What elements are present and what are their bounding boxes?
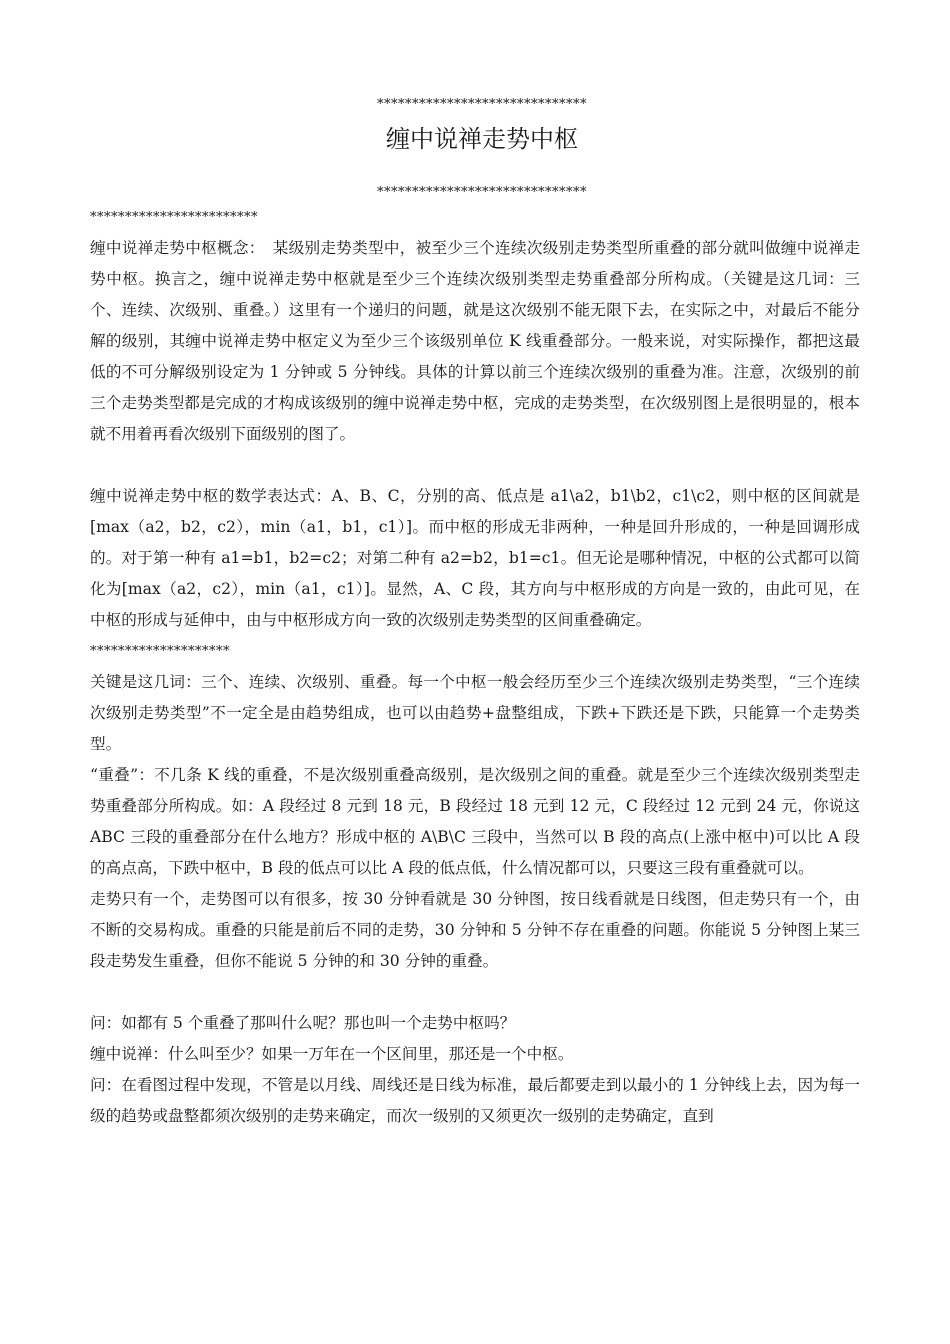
section-star-divider: ************************: [90, 210, 258, 225]
question-1: 问：如都有 5 个重叠了那叫什么呢？那也叫一个走势中枢吗？: [90, 1014, 516, 1032]
blank-line: [90, 450, 860, 481]
page-title: 缠中说禅走势中枢: [386, 125, 578, 153]
title-star-divider: ******************************: [377, 185, 587, 200]
paragraph-keywords: 关键是这几词：三个、连续、次级别、重叠。每一个中枢一般会经历至少三个连续次级别走势类型，“三个连续次级别走势类型”不一定全是由趋势组成，也可以由趋势+盘整组成，下跌+下跌还是下跌，只能算一个走势类型。: [90, 673, 860, 753]
article-body: [90, 202, 860, 1132]
answer-1: 缠中说禅：什么叫至少？如果一万年在一个区间里，那还是一个中枢。: [90, 1045, 574, 1063]
paragraph-overlap: “重叠”：不几条 K 线的重叠，不是次级别重叠高级别，是次级别之间的重叠。就是至少三个连续次级别类型走势重叠部分所构成。如：A 段经过 8 元到 18 元，B 段经过 18 元到 12 元，C 段经过 12 元到 24 元，你说这 ABC 三段的重叠部分在什么地方？形成中枢的 A\B\C 三段中，当然可以 B 段的高点(上涨中枢中)可以比 A 段的高点高，下跌中枢中，B 段的低点可以比 A 段的低点低，什么情况都可以，只要这三段有重叠就可以。: [90, 766, 860, 877]
document-page: [90, 96, 860, 1132]
blank-line: [90, 977, 860, 1008]
paragraph-trend: 走势只有一个，走势图可以有很多，按 30 分钟看就是 30 分钟图，按日线看就是日线图，但走势只有一个，由不断的交易构成。重叠的只能是前后不同的走势，30 分钟和 5 分钟不存在重叠的问题。你能说 5 分钟图上某三段走势发生重叠，但你不能说 5 分钟的和 30 分钟的重叠。: [90, 890, 860, 970]
top-star-divider: ******************************: [377, 97, 587, 112]
section-star-divider: ********************: [90, 644, 230, 659]
paragraph-concept: 缠中说禅走势中枢概念： 某级别走势类型中，被至少三个连续次级别走势类型所重叠的部分就叫做缠中说禅走势中枢。换言之，缠中说禅走势中枢就是至少三个连续次级别类型走势重叠部分所构成。（关键是这几词：三个、连续、次级别、重叠。）这里有一个递归的问题，就是这次级别不能无限下去，在实际之中，对最后不能分解的级别，其缠中说禅走势中枢定义为至少三个该级别单位 K 线重叠部分。一般来说，对实际操作，都把这最低的不可分解级别设定为 1 分钟或 5 分钟线。具体的计算以前三个连续次级别的重叠为准。注意，次级别的前三个走势类型都是完成的才构成该级别的缠中说禅走势中枢，完成的走势类型，在次级别图上是很明显的，根本就不用着再看次级别下面级别的图了。: [90, 239, 860, 443]
paragraph-formula: 缠中说禅走势中枢的数学表达式：A、B、C，分别的高、低点是 a1\a2，b1\b2，c1\c2，则中枢的区间就是[max（a2，b2，c2），min（a1，b1，c1）]。而中枢的形成无非两种，一种是回升形成的，一种是回调形成的。对于第一种有 a1=b1，b2=c2；对第二种有 a2=b2，b1=c1。但无论是哪种情况，中枢的公式都可以简化为[max（a2，c2），min（a1，c1）]。显然，A、C 段，其方向与中枢形成的方向是一致的，由此可见，在中枢的形成与延伸中，由与中枢形成方向一致的次级别走势类型的区间重叠确定。: [90, 487, 860, 629]
question-2: 问：在看图过程中发现，不管是以月线、周线还是日线为标准，最后都要走到以最小的 1 分钟线上去，因为每一级的趋势或盘整都须次级别的走势来确定，而次一级别的又须更次一级别的走势确定，直到: [90, 1076, 860, 1125]
